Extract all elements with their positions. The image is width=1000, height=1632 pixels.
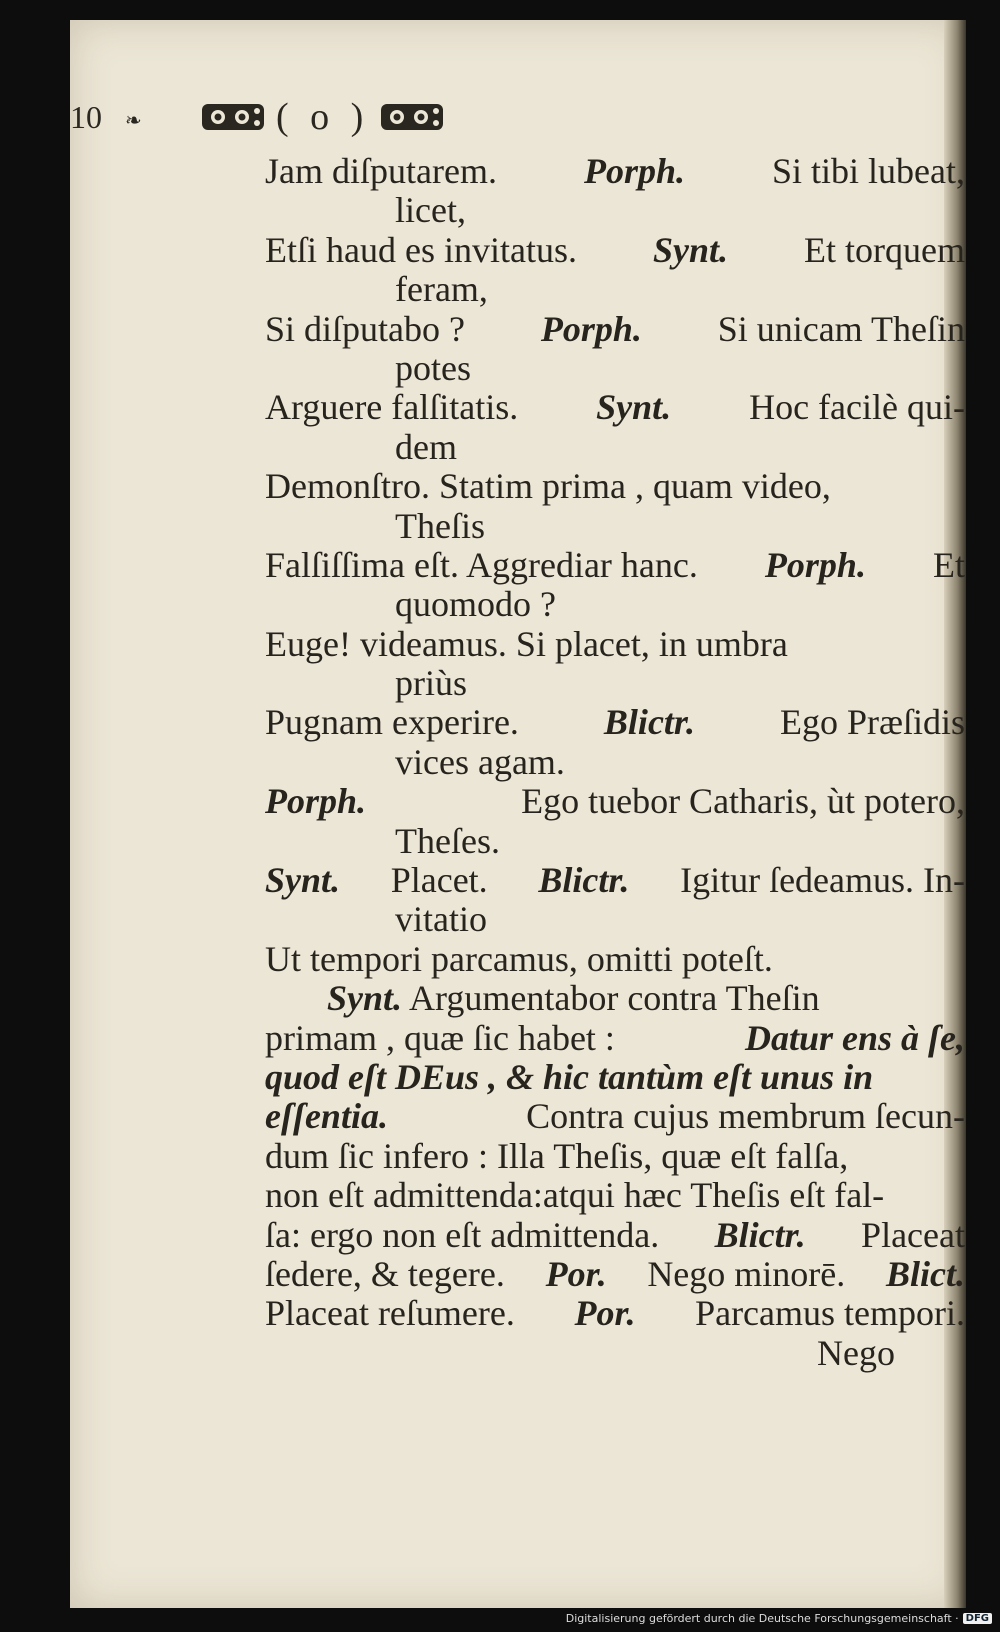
speaker-label: Blictr. (538, 860, 630, 901)
text-line (265, 349, 965, 388)
text-segment-group (265, 625, 788, 664)
text-line (265, 1097, 965, 1136)
text-line (265, 1019, 965, 1058)
header-title: ( o ) (276, 96, 370, 138)
text-segment: non eſt admittenda:atqui hæc Theſis eſt fal- (265, 1175, 885, 1216)
text-line (265, 428, 965, 467)
text-segment: Contra cujus membrum ſecun- (526, 1096, 965, 1137)
text-segment-group (265, 1176, 884, 1215)
text-segment-group (395, 900, 487, 939)
text-segment-group (395, 743, 565, 782)
text-line (265, 152, 965, 191)
text-line (265, 467, 965, 506)
text-segment: dem (395, 426, 457, 467)
speaker-label: Synt. (327, 978, 403, 1019)
text-line (265, 900, 965, 939)
right-ornament-icon (379, 100, 445, 134)
speaker-label: Por. (545, 1253, 607, 1294)
text-line (265, 270, 965, 309)
speaker-label: Porph. (265, 781, 367, 822)
text-segment: Parcamus tempori. (695, 1293, 965, 1334)
text-segment-group (817, 1334, 895, 1373)
text-segment: Argumentabor contra Theſin (402, 978, 820, 1019)
text-segment-group (327, 979, 820, 1018)
text-line (265, 1176, 965, 1215)
dfg-logo-icon: DFG (963, 1613, 992, 1624)
digitization-footer (566, 1610, 992, 1626)
speaker-label: Datur ens à ſe, (744, 1017, 965, 1058)
text-line (265, 1058, 965, 1097)
speaker-label: eſſentia. (265, 1096, 388, 1137)
text-segment: Hoc facilè qui- (749, 387, 965, 428)
text-segment: potes (395, 347, 471, 388)
text-line (265, 625, 965, 664)
text-segment: Et torquem (804, 229, 965, 270)
text-segment: Arguere falſitatis. (265, 387, 519, 428)
speaker-label: Blictr. (714, 1214, 806, 1255)
speaker-label: Porph. (583, 151, 685, 191)
speaker-label: Synt. (265, 860, 341, 901)
text-line (265, 1294, 965, 1333)
text-line (265, 979, 965, 1018)
text-line (265, 782, 965, 821)
text-segment: priùs (395, 663, 467, 704)
speaker-label: Blictr. (603, 702, 695, 743)
text-segment: Nego (817, 1332, 895, 1373)
text-segment: Ut tempori parcamus, omitti poteſt. (265, 938, 773, 979)
text-segment: Demonſtro. Statim prima , quam video, (265, 466, 831, 507)
text-segment-group (265, 467, 831, 506)
speaker-label: Porph. (764, 544, 866, 585)
text-segment: Si unicam Theſin (717, 308, 965, 349)
text-line (265, 231, 965, 270)
text-segment-group (395, 585, 556, 624)
speaker-label: Synt. (652, 229, 729, 270)
text-line (265, 861, 965, 900)
text-line (265, 546, 965, 585)
text-segment: Pugnam experire. (265, 702, 519, 743)
text-line (265, 585, 965, 624)
speaker-label: Blict. (885, 1253, 965, 1294)
text-segment-group (265, 940, 773, 979)
text-line (265, 743, 965, 782)
text-segment-group (395, 191, 466, 230)
text-segment: Placeat reſumere. (265, 1293, 515, 1334)
text-segment-group (395, 507, 485, 546)
text-line (265, 1137, 965, 1176)
text-line (265, 1216, 965, 1255)
text-segment: Placeat (861, 1214, 965, 1255)
text-segment-group (395, 822, 500, 861)
text-segment: feram, (395, 269, 488, 310)
text-segment: Si tibi lubeat, (771, 151, 965, 191)
text-segment-group (395, 270, 488, 309)
text-segment: primam , quæ ſic habet : (265, 1017, 615, 1058)
text-line (265, 191, 965, 230)
text-segment: Theſis (395, 505, 485, 546)
text-segment: Etſi haud es invitatus. (265, 229, 577, 270)
text-segment: Ego tuebor Catharis, ùt potero, (521, 781, 965, 822)
speaker-label: quod eſt DEus , & hic tantùm eſt unus in (265, 1056, 874, 1097)
text-line (265, 822, 965, 861)
text-segment: vitatio (395, 899, 487, 940)
text-line (265, 310, 965, 349)
text-segment: Si diſputabo ? (265, 308, 465, 349)
text-segment: Falſiſſima eſt. Aggrediar hanc. (265, 544, 698, 585)
text-segment-group (395, 349, 471, 388)
text-line (265, 940, 965, 979)
text-segment: Igitur ſedeamus. In- (680, 860, 965, 901)
text-segment: Ego Præſidis (779, 702, 965, 743)
text-segment-group (395, 664, 467, 703)
speaker-label: Por. (574, 1293, 636, 1334)
text-line (265, 664, 965, 703)
speaker-label: Porph. (540, 308, 642, 349)
text-segment-group (395, 428, 457, 467)
speaker-label: Synt. (596, 387, 672, 428)
text-line (265, 1255, 965, 1294)
text-segment: Placet. (390, 860, 488, 901)
text-segment-group (265, 1137, 848, 1176)
text-segment: licet, (395, 190, 466, 231)
footer-credit: Digitalisierung gefördert durch die Deutsche Forschungsgemeinschaft · (565, 1611, 959, 1625)
text-segment: quomodo ? (395, 584, 556, 625)
body-text (265, 152, 965, 1373)
text-segment: Theſes. (395, 820, 500, 861)
text-segment-group (265, 1058, 873, 1097)
small-ornament-icon: ❧ (125, 110, 142, 132)
text-segment: Et (932, 544, 965, 585)
text-line (265, 388, 965, 427)
text-segment: Jam diſputarem. (265, 151, 497, 191)
running-header (70, 92, 445, 142)
page-number: 10 (70, 98, 102, 135)
text-line (265, 1334, 965, 1373)
text-line (265, 703, 965, 742)
text-segment: dum ſic infero : Illa Theſis, quæ eſt falſa, (265, 1135, 849, 1176)
text-segment: Nego minorē. (647, 1253, 846, 1294)
text-segment: ſa: ergo non eſt admittenda. (265, 1214, 660, 1255)
text-segment: ſedere, & tegere. (265, 1253, 505, 1294)
text-segment: Euge! videamus. Si placet, in umbra (265, 623, 788, 664)
text-line (265, 507, 965, 546)
text-segment: vices agam. (395, 741, 565, 782)
left-ornament-icon (200, 100, 266, 134)
